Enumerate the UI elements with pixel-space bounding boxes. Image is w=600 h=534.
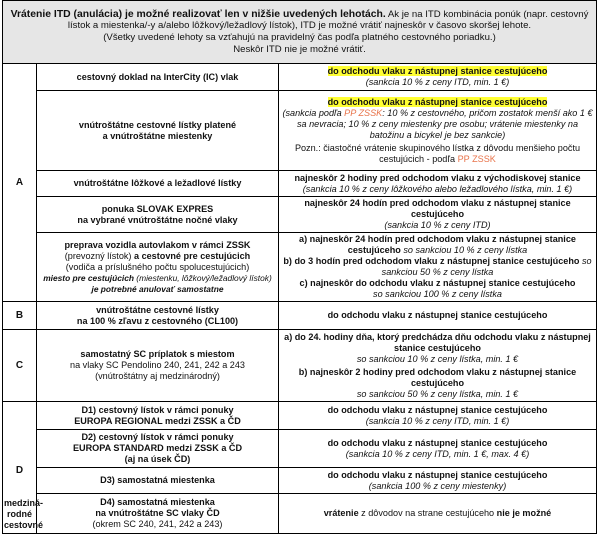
row-left	[37, 197, 279, 233]
deadline-sub	[282, 108, 592, 140]
left-line: a vnútroštátne miestenky	[102, 130, 213, 141]
option-a-main: a) najneskôr 24 hodín pred odchodom vlaku z nástupnej stanice cestujúceho	[299, 234, 576, 255]
deadline-sub: (sankcia 100 % z ceny miestenky)	[368, 480, 507, 491]
option-b-main: b) najneskôr 2 hodiny pred odchodom vlaku z nástupnej stanice cestujúceho	[298, 366, 577, 388]
row-right	[279, 330, 597, 402]
row-left	[37, 402, 279, 430]
deadline-main: do odchodu vlaku z nástupnej stanice cestujúceho	[327, 66, 548, 76]
row-right	[279, 468, 597, 494]
option-b-sub: so sankciou 50 % z ceny lístka, min. 1 €	[356, 388, 519, 399]
note-text: Pozn.: čiastočné vrátenie skupinového lístka z dôvodu menšieho počtu cestujúcich - podľa	[294, 142, 581, 164]
table-row	[3, 402, 597, 430]
pp-zssk-link: PP ZSSK	[457, 153, 496, 164]
section-letter: D	[15, 465, 24, 476]
row-left	[37, 302, 279, 330]
row-right	[279, 402, 597, 430]
deadline-sub: (sankcia 10 % z ceny ITD, min. 1 €, max. 4 €)	[345, 448, 530, 459]
right-text: z dôvodov na strane cestujúceho	[361, 508, 495, 518]
deadline-main: do odchodu vlaku z nástupnej stanice cestujúceho	[327, 404, 548, 415]
header-p2: (Všetky uvedené lehoty sa vzťahujú na pravidelný čas podľa platného cestovného poriadku.)	[103, 32, 496, 43]
left-line: na 100 % zľavu z cestovného (CL100)	[76, 315, 239, 326]
sub-text: : 10 % z cestovného, pričom zostatok menší ako 1 € sa nevracia; 10 % z ceny miestenky pre osobu; vrátenie miestenky na batožinu a bicykel je bez sankcie)	[296, 107, 593, 140]
deadline-sub: (sankcia 10 % z ceny ITD)	[384, 220, 491, 230]
left-line: samostatný SC príplatok s miestom	[80, 349, 235, 359]
deadline-sub: (sankcia 10 % z ceny ITD, min. 1 €)	[365, 77, 510, 87]
option-a-sub: so sankciou 10 % z ceny lístka	[400, 245, 528, 255]
deadline-main: do odchodu vlaku z nástupnej stanice cestujúceho	[327, 437, 548, 448]
left-text: a cestovné pre cestujúcich	[133, 250, 251, 261]
table-row	[3, 302, 597, 330]
section-label-b: B	[3, 302, 37, 330]
left-line: ponuka SLOVAK EXPRES	[101, 203, 214, 214]
left-line: EUROPA STANDARD medzi ZSSK a ČD	[72, 443, 243, 453]
row-left	[37, 430, 279, 468]
deadline-main: najneskôr 24 hodín pred odchodom vlaku z nástupnej stanice cestujúceho	[304, 198, 571, 219]
header-title: Vrátenie ITD (anulácia) je možné realizovať len v nižšie uvedených lehotách.	[10, 8, 386, 20]
table-row	[3, 91, 597, 171]
deadline-main: do odchodu vlaku z nástupnej stanice cestujúceho	[327, 469, 548, 480]
section-label-d	[3, 402, 44, 534]
row-left: vnútroštátne lôžkové a ležadlové lístky	[37, 171, 279, 197]
left-line: vnútroštátne cestovné lístky platené	[78, 119, 237, 130]
header-p3: Neskôr ITD nie je možné vrátiť.	[233, 43, 366, 55]
row-right	[279, 64, 597, 91]
header-row	[3, 1, 597, 64]
table-row	[3, 64, 597, 91]
row-right	[279, 91, 597, 171]
table-row	[3, 330, 597, 402]
document-page	[2, 0, 598, 530]
table-row	[3, 233, 597, 302]
left-line: (aj na úsek ČD)	[124, 454, 191, 464]
row-right	[279, 494, 597, 534]
deadline-sub: (sankcia 10 % z ceny ITD, min. 1 €)	[365, 415, 510, 426]
pp-zssk-link: PP ZSSK	[344, 107, 383, 118]
left-line: D2) cestovný lístok v rámci ponuky	[81, 432, 234, 442]
option-c-main: c) najneskôr do odchodu vlaku z nástupnej stanice cestujúceho	[299, 278, 576, 288]
option-b-sub: so sankciou 50 % z ceny lístka	[381, 256, 592, 277]
sub-text: (sankcia podľa	[282, 107, 345, 118]
left-text: miesto pre cestujúcich	[43, 272, 134, 283]
row-right	[279, 430, 597, 468]
section-label-c: C	[3, 330, 37, 402]
left-text: (miestenku, lôžkový/ležadlový lístok)	[133, 272, 272, 283]
row-right	[279, 233, 597, 302]
deadline-main: najneskôr 2 hodiny pred odchodom vlaku z východiskovej stanice	[294, 172, 581, 183]
option-a-sub: so sankciou 10 % z ceny lístka, min. 1 €	[356, 353, 519, 364]
row-right	[279, 171, 597, 197]
table-row	[3, 430, 597, 468]
option-c-sub: so sankciou 100 % z ceny lístka	[373, 289, 502, 299]
row-left: D3) samostatná miestenka	[37, 468, 279, 494]
header-cell	[3, 1, 597, 64]
note	[282, 143, 593, 165]
left-line: je potrebné anulovať samostatne	[91, 283, 224, 294]
left-line: na vlaky SC Pendolino 240, 241, 242 a 243	[70, 360, 245, 370]
section-d-label: medziná-rodné cestovné	[4, 498, 44, 530]
left-text: (prevozný lístok)	[64, 250, 134, 261]
left-line: EUROPA REGIONAL medzi ZSSK a ČD	[74, 415, 241, 426]
refund-deadlines-table	[2, 0, 597, 534]
option-b-main: b) do 3 hodín pred odchodom vlaku z nástupnej stanice cestujúceho	[283, 256, 580, 266]
row-left	[37, 233, 279, 302]
row-left	[37, 91, 279, 171]
deadline-sub: (sankcia 10 % z ceny lôžkového alebo ležadlového lístka, min. 1 €)	[302, 183, 573, 194]
left-line: D1) cestovný lístok v rámci ponuky	[81, 404, 234, 415]
deadline-main: do odchodu vlaku z nástupnej stanice cestujúceho	[327, 96, 548, 107]
section-label-a: A	[3, 64, 37, 302]
row-left	[37, 494, 279, 534]
right-text: vrátenie	[323, 508, 362, 518]
left-line: (vnútroštátny aj medzinárodný)	[95, 371, 220, 381]
table-row	[3, 197, 597, 233]
left-line: na vybrané vnútroštátne nočné vlaky	[77, 214, 238, 225]
right-text: nie je možné	[494, 508, 552, 518]
row-left	[37, 330, 279, 402]
option-a-main: a) do 24. hodiny dňa, ktorý predchádza dňu odchodu vlaku z nástupnej stanice cestujúceho	[284, 331, 591, 353]
table-row	[3, 468, 597, 494]
header-p1: Ak je na ITD kombinácia ponúk (napr. cestovný lístok a miestenka/-y a/alebo lôžkový/ležadlový lístok), ITD je možné vrátiť najneskôr v časovo skoršej lehote.	[67, 8, 589, 32]
left-line: (vodiča a príslušného počtu spolucestujúcich)	[65, 261, 250, 272]
left-line: na vnútroštátne SC vlaky ČD	[95, 508, 220, 518]
left-line: preprava vozidla autovlakom v rámci ZSSK	[64, 239, 251, 250]
row-left: cestovný doklad na InterCity (IC) vlak	[37, 64, 279, 91]
row-right	[279, 197, 597, 233]
left-line: D4) samostatná miestenka	[100, 497, 215, 507]
table-row	[3, 494, 597, 534]
table-row	[3, 171, 597, 197]
left-line: vnútroštátne cestovné lístky	[96, 304, 219, 315]
row-right: do odchodu vlaku z nástupnej stanice cestujúceho	[279, 302, 597, 330]
left-line: (okrem SC 240, 241, 242 a 243)	[92, 519, 223, 529]
